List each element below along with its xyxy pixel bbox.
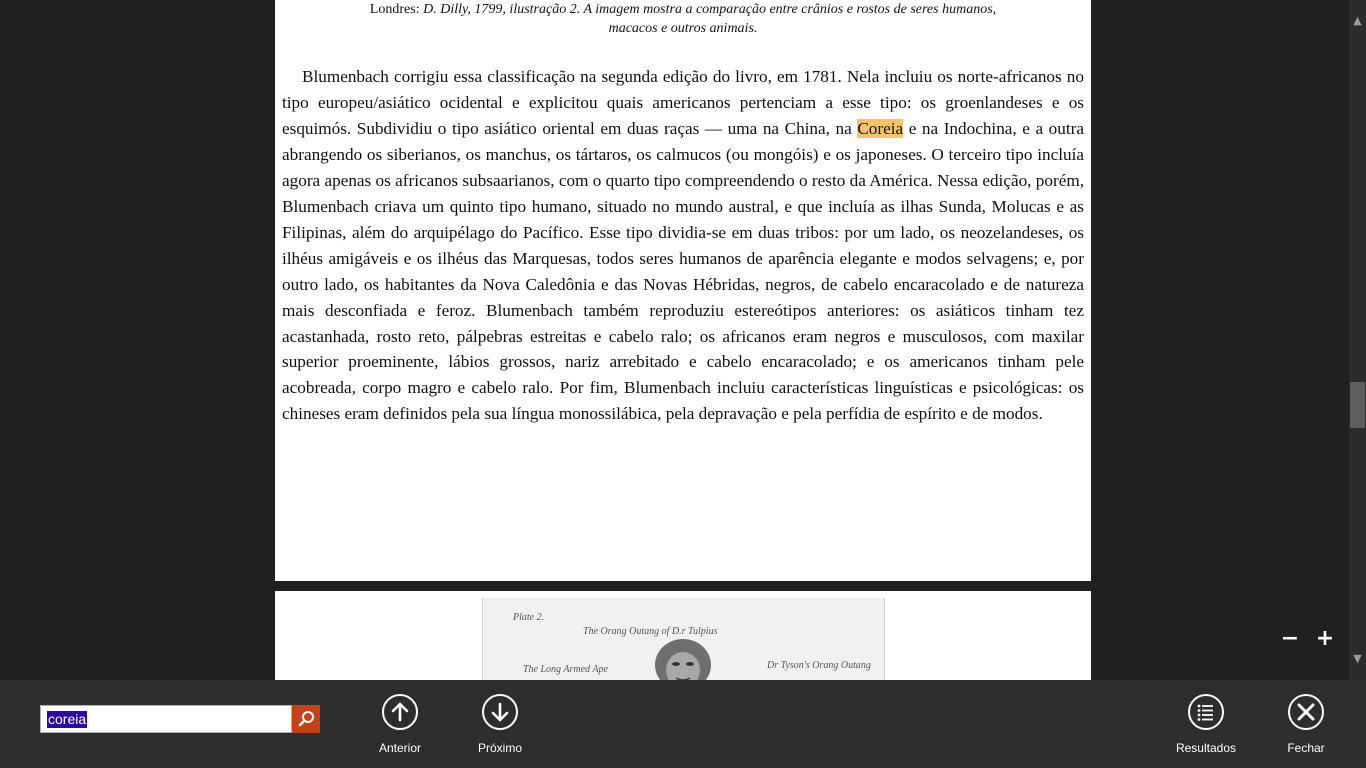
search-input-selected-text[interactable]: coreia xyxy=(48,711,87,727)
next-button[interactable] xyxy=(455,694,545,755)
plate-caption-right: Dr Tyson's Orang Outang xyxy=(767,660,871,671)
plate-caption-top: The Orang Outang of D.r Tulpius xyxy=(583,626,718,637)
ape-drawing xyxy=(643,620,723,680)
document-page xyxy=(275,0,1091,581)
illustration-plate xyxy=(482,598,885,680)
results-label: Resultados xyxy=(1175,741,1237,755)
close-icon xyxy=(1288,694,1324,730)
search-button[interactable] xyxy=(292,705,320,733)
search-highlight[interactable]: Coreia xyxy=(857,118,904,138)
previous-button[interactable] xyxy=(355,694,445,755)
previous-label: Anterior xyxy=(378,741,422,755)
scroll-thumb[interactable] xyxy=(1350,382,1365,428)
list-icon xyxy=(1188,694,1224,730)
caption-prefix: Londres: xyxy=(369,2,424,17)
scroll-up-arrow-icon[interactable]: ▲ xyxy=(1353,14,1362,27)
document-page-next xyxy=(275,591,1091,680)
zoom-in-button[interactable]: + xyxy=(1315,626,1335,651)
app-bar xyxy=(0,680,1366,768)
figure-caption xyxy=(275,0,1091,38)
plate-caption-left: The Long Armed Ape xyxy=(523,664,608,675)
next-label: Próximo xyxy=(477,741,522,755)
close-label: Fechar xyxy=(1287,741,1325,755)
vertical-scrollbar[interactable] xyxy=(1349,0,1366,680)
search-field[interactable] xyxy=(40,705,292,733)
plate-label: Plate 2. xyxy=(513,612,545,623)
paragraph-before: Blumenbach corrigiu essa classificação na segunda edição do livro, em 1781. Nela incluiu os norte-africanos no tipo europeu/asiático ocidental e explicitou quais americanos pertenciam a esse tipo: os groenlandeses e os esquimós. Subdividiu o tipo asiático oriental em duas raças — uma na China, na xyxy=(282,67,1084,138)
arrow-down-icon xyxy=(482,694,518,730)
body-paragraph xyxy=(282,64,1084,427)
caption-line-2: macacos e outros animais. xyxy=(608,21,758,36)
close-button[interactable] xyxy=(1261,694,1351,755)
paragraph-after: e na Indochina, e a outra abrangendo os siberianos, os manchus, os tártaros, os calmucos (ou mongóis) e os japoneses. O terceiro tipo incluía agora apenas os africanos subsaarianos, com o quarto tipo compreendendo o resto da América. Nessa edição, porém, Blumenbach criava um quinto tipo humano, situado no mundo austral, e que incluía as ilhas Sunda, Molucas e as Filipinas, além do arquipélago do Pacífico. Esse tipo dividia-se em duas tribos: por um lado, os neozelandeses, os ilhéus amigáveis e os ilhéus das Marquesas, todos seres humanos de aparência elegante e modos selvagens; e, por outro lado, os habitantes da Nova Caledônia e das Novas Hébridas, negros, de cabelo encaracolado e de natureza mais desconfiada e feroz. Blumenbach também reproduziu estereótipos anteriores: os asiáticos tinham tez acastanhada, rosto reto, pálpebras estreitas e cabelo ralo; os africanos eram negros e musculosos, com maxilar superior proeminente, lábios grossos, nariz arrebitado e cabelo encaracolado; e os americanos tinham pele acobreada, corpo magro e cabelo ralo. Por fim, Blumenbach incluiu características linguísticas e psicológicas: os chineses eram definidos pela sua língua monossilábica, pela depravação e pela perfídia de espírito e de modos. xyxy=(282,118,1084,424)
arrow-up-icon xyxy=(382,694,418,730)
scroll-down-arrow-icon[interactable]: ▼ xyxy=(1353,652,1362,665)
search-icon xyxy=(292,705,320,733)
results-button[interactable] xyxy=(1161,694,1251,755)
caption-italic: D. Dilly, 1799, ilustração 2. A imagem mostra a comparação entre crânios e rostos de seres humanos, xyxy=(423,2,997,17)
zoom-out-button[interactable]: − xyxy=(1280,626,1300,651)
